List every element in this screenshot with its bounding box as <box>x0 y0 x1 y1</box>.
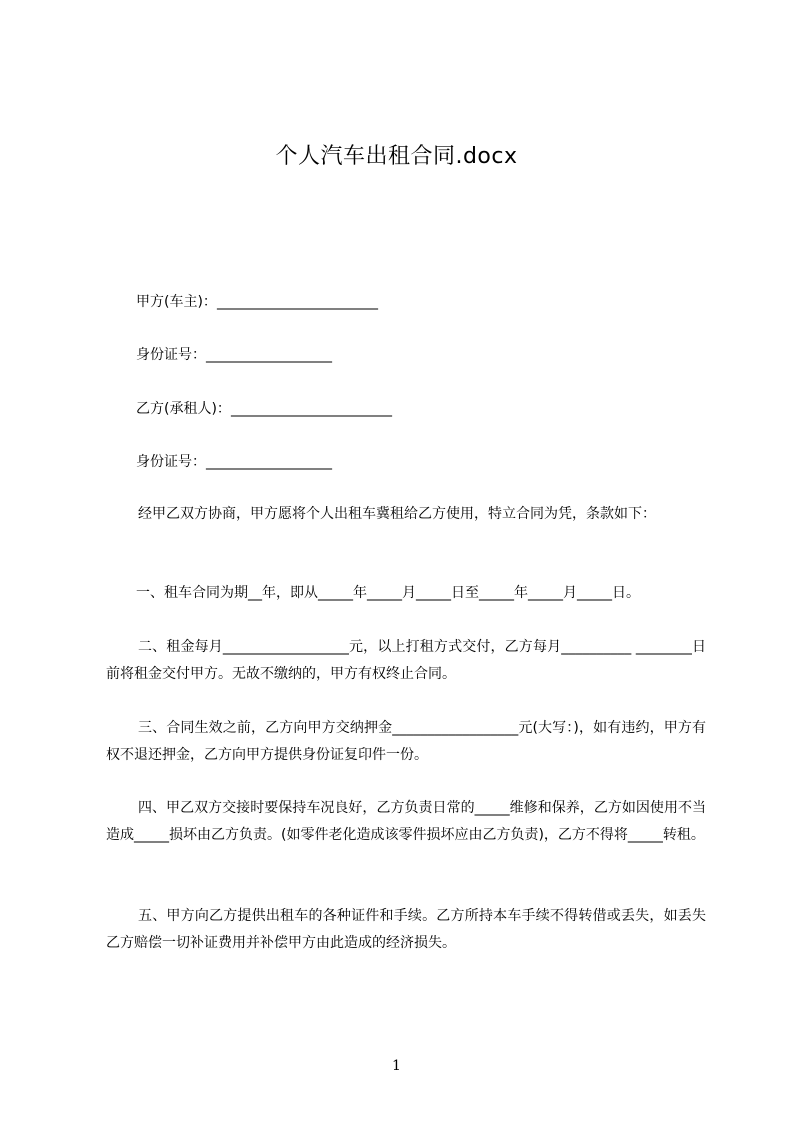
party-a-label: 甲方(车主)： <box>136 294 217 310</box>
party-b-label: 乙方(承租人)： <box>136 401 231 417</box>
clause-5: 五、甲方向乙方提供出租车的各种证件和手续。乙方所持本车手续不得转借或丢失，如丢失乙方赔偿一切补证费用并补偿甲方由此造成的经济损失。 <box>106 908 706 951</box>
clause-4: 四、甲乙双方交接时要保持车况良好，乙方负责日常的_____维修和保养，乙方如因使用不当造成_____损坏由乙方负责。(如零件老化造成该零件损坏应由乙方负责)，乙方不得将_____转租。 <box>106 800 706 843</box>
intro-paragraph: 经甲乙双方协商，甲方愿将个人出租车冀租给乙方使用，特立合同为凭，条款如下： <box>138 506 656 522</box>
party-a-line <box>136 292 378 312</box>
page-number: 1 <box>392 1058 401 1074</box>
party-a-blank: _______________________ <box>216 294 378 310</box>
id-a-line <box>136 345 332 365</box>
clause-1: 一、租车合同为期__年，即从_____年_____月_____日至_____年_____月_____日。 <box>136 585 640 601</box>
document-title: 个人汽车出租合同.docx <box>275 144 518 169</box>
id-b-blank: __________________ <box>206 454 332 470</box>
party-b-line <box>136 399 392 419</box>
id-b-label: 身份证号： <box>136 454 206 470</box>
id-a-blank: __________________ <box>206 347 332 363</box>
clause-2: 二、租金每月__________________元，以上打租方式交付，乙方每月__________ ________日前将租金交付甲方。无故不缴纳的，甲方有权终止合同。 <box>106 639 706 682</box>
party-b-blank: _______________________ <box>230 401 392 417</box>
id-b-line <box>136 452 332 472</box>
id-a-label: 身份证号： <box>136 347 206 363</box>
clause-3: 三、合同生效之前，乙方向甲方交纳押金__________________元(大写：)，如有违约，甲方有权不退还押金，乙方向甲方提供身份证复印件一份。 <box>106 720 706 763</box>
